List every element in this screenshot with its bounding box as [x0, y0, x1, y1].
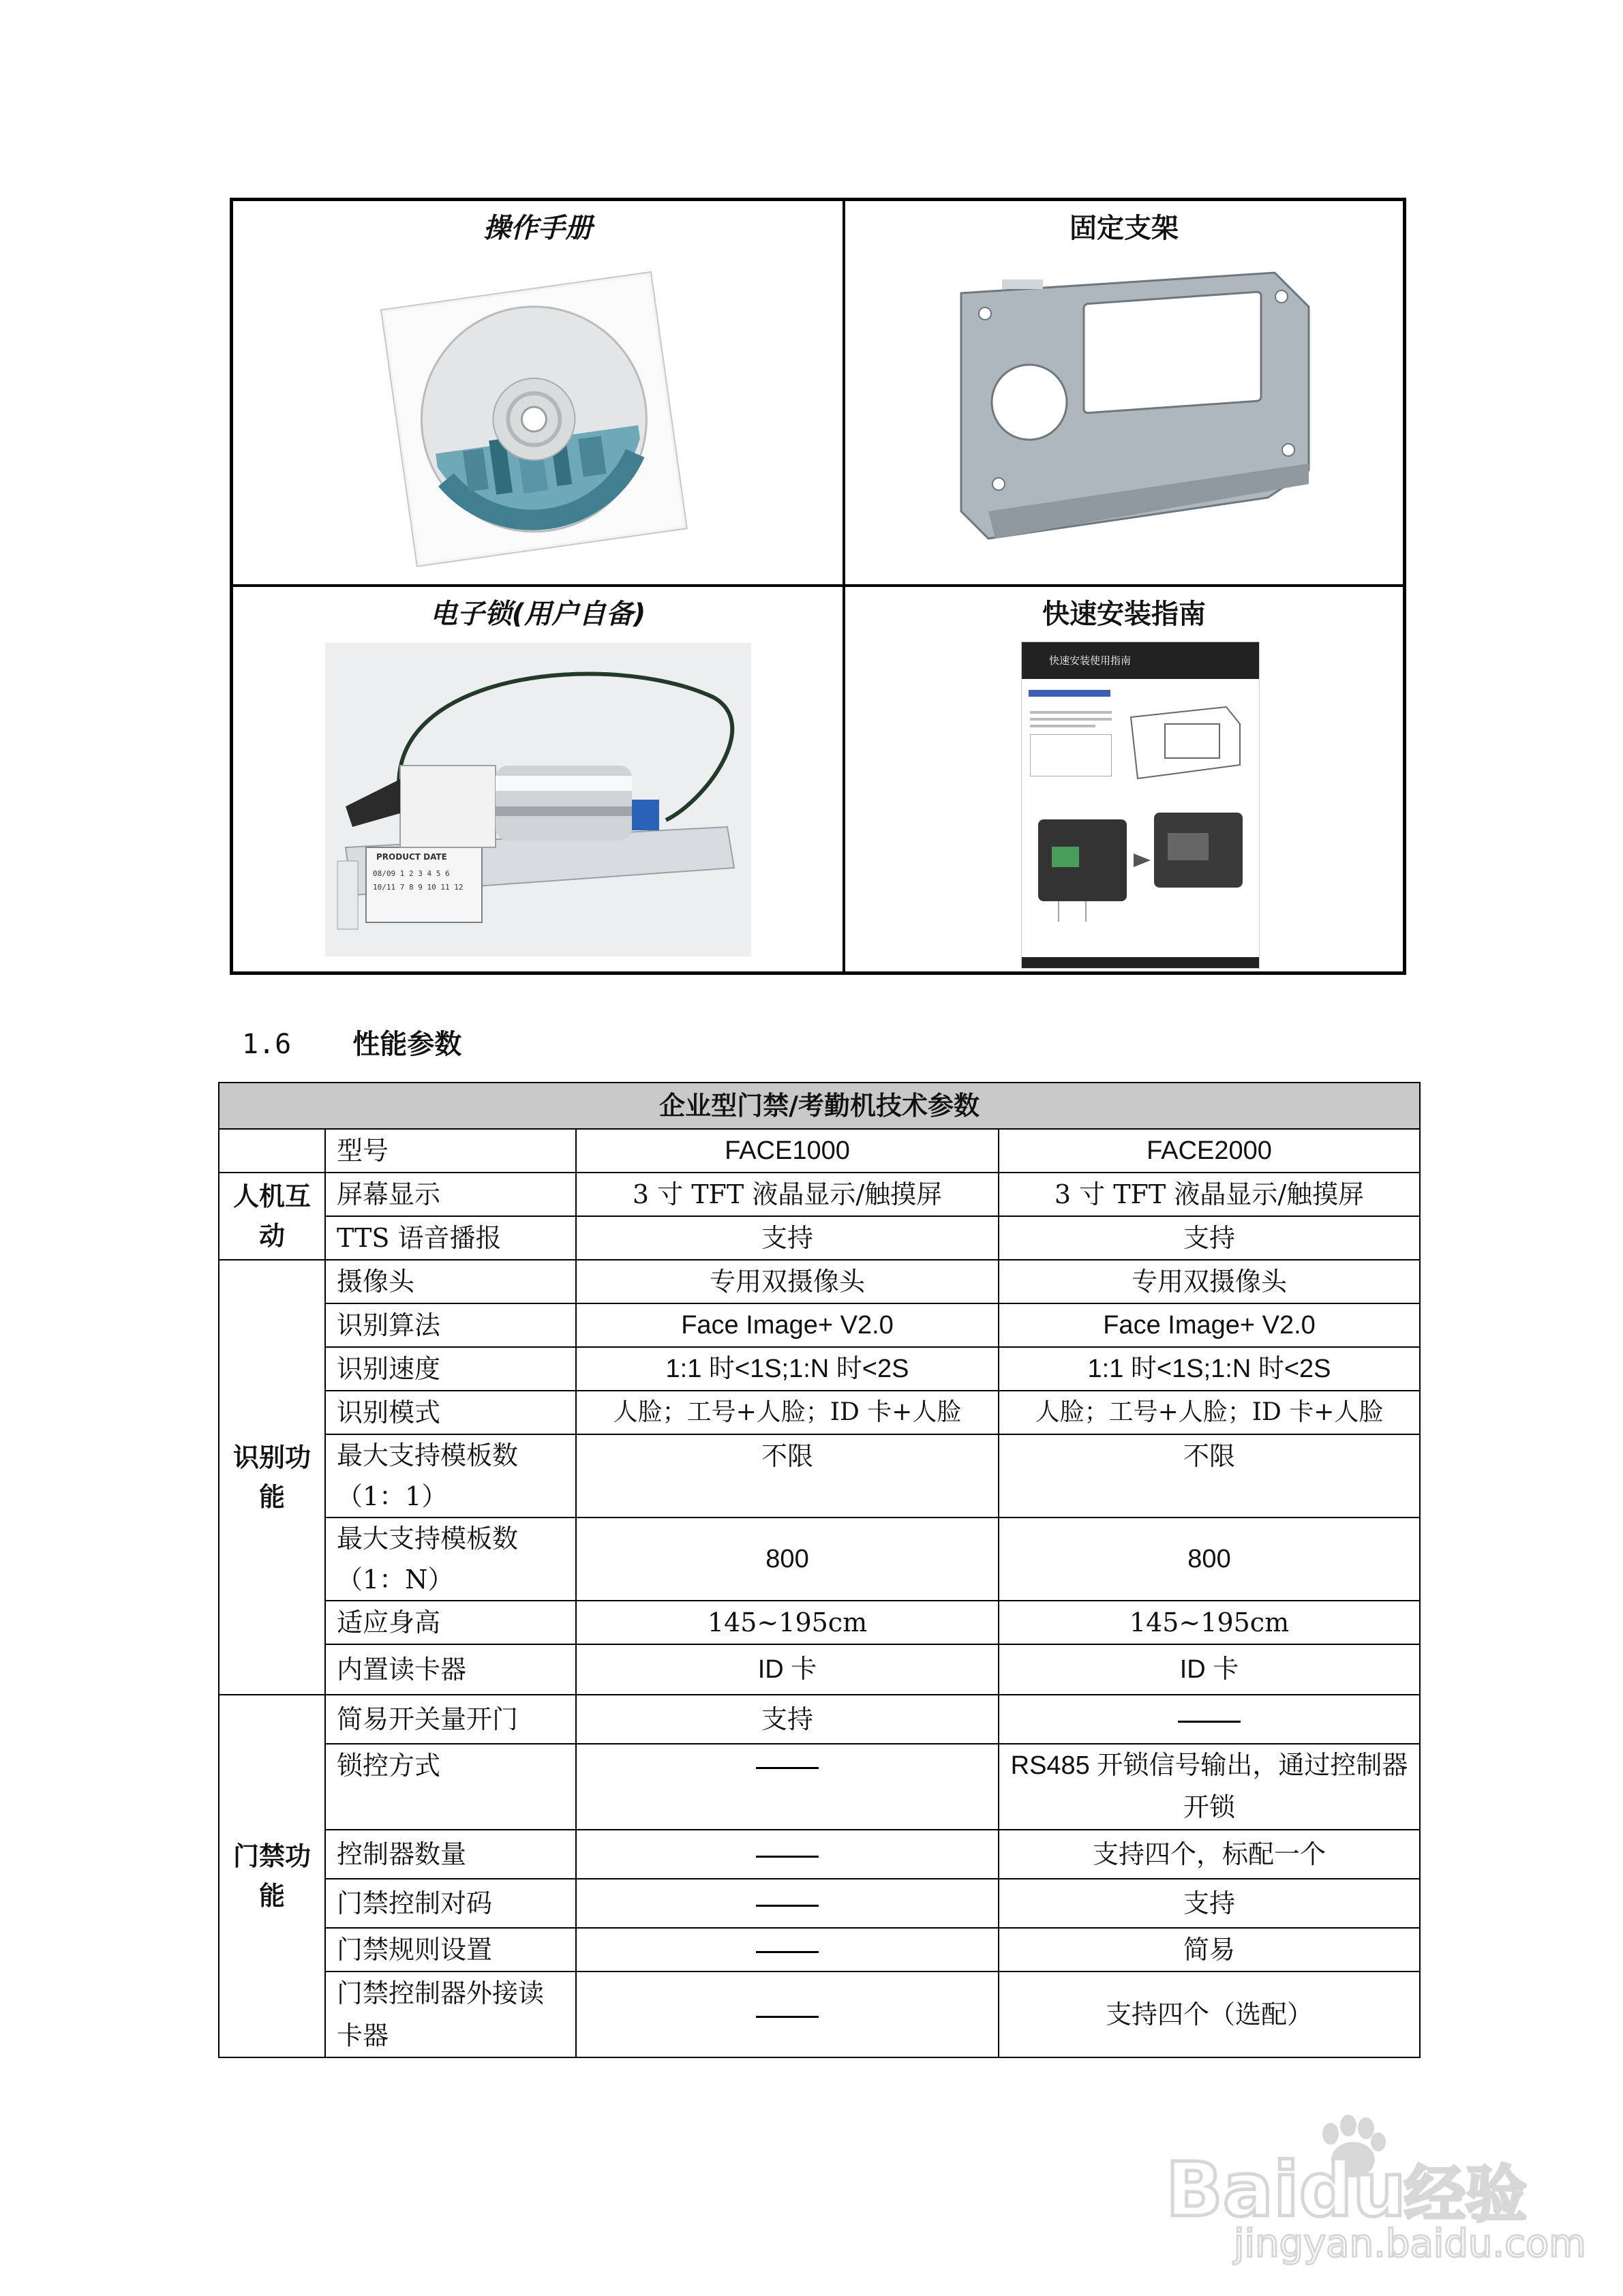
- row-value-face2000: 人脸；工号+人脸；ID 卡+人脸: [999, 1391, 1420, 1434]
- header-label: 型号: [325, 1129, 576, 1173]
- quick-guide-thumbnail: [1021, 641, 1260, 969]
- table-row: [219, 1517, 1420, 1601]
- header-model2: FACE2000: [999, 1129, 1420, 1173]
- table-row: [219, 1644, 1420, 1695]
- row-value-face2000: RS485 开锁信号输出，通过控制器开锁: [999, 1744, 1420, 1830]
- table-row: [219, 1879, 1420, 1928]
- table-row: [219, 1830, 1420, 1879]
- row-label: 适应身高: [325, 1601, 576, 1644]
- row-label: 内置读卡器: [325, 1644, 576, 1695]
- row-value-face2000: 145~195cm: [999, 1601, 1420, 1644]
- row-value-face1000: 支持: [576, 1695, 999, 1744]
- guide-header-text: 快速安装使用指南: [1049, 654, 1132, 667]
- row-value-face1000: [576, 1744, 999, 1830]
- row-label: 最大支持模板数（1：1）: [325, 1434, 576, 1517]
- row-label: 屏幕显示: [325, 1173, 576, 1216]
- row-label: 识别模式: [325, 1391, 576, 1434]
- lock-label-title: PRODUCT DATE: [376, 852, 447, 862]
- section-title: 性能参数: [352, 1029, 462, 1060]
- electronic-lock-image: [325, 643, 751, 956]
- dash-face1000: [756, 2016, 819, 2018]
- watermark-brand: Baidu: [1166, 2146, 1406, 2233]
- row-label: 锁控方式: [325, 1744, 576, 1830]
- section-number: 1.6: [242, 1029, 292, 1060]
- row-label: 识别速度: [325, 1347, 576, 1391]
- row-value-face2000: Face Image+ V2.0: [999, 1303, 1420, 1347]
- guide-bracket-sketch: [1124, 704, 1247, 785]
- dash-face1000: [756, 1951, 819, 1953]
- table-row: [219, 1928, 1420, 1972]
- row-value-face2000: [999, 1695, 1420, 1744]
- spec-header-row: [219, 1129, 1420, 1173]
- cd-manual-image: [369, 262, 697, 562]
- row-value-face2000: ID 卡: [999, 1644, 1420, 1695]
- dash-face1000: [756, 1767, 819, 1769]
- dash-face2000: [1178, 1721, 1241, 1723]
- guide-section-bar: [1029, 690, 1110, 697]
- row-label: 控制器数量: [325, 1830, 576, 1879]
- table-row: [219, 1173, 1420, 1216]
- accessory-table: [230, 198, 1406, 975]
- row-value-face1000: [576, 1830, 999, 1879]
- accessory-title-manual: 操作手册: [483, 213, 592, 244]
- row-label: TTS 语音播报: [325, 1216, 576, 1260]
- table-row: [219, 1347, 1420, 1391]
- spec-table-wrap: [218, 1082, 1419, 2058]
- accessory-cell-guide: [844, 586, 1404, 973]
- group-label-hmi: 人机互动: [219, 1173, 325, 1260]
- row-label: 最大支持模板数（1：N）: [325, 1517, 576, 1601]
- row-value-face1000: [576, 1879, 999, 1928]
- accessory-cell-bracket: [844, 200, 1404, 586]
- table-row: [219, 1216, 1420, 1260]
- table-row: [219, 1972, 1420, 2057]
- dash-face1000: [756, 1856, 819, 1858]
- mounting-bracket-image: [947, 266, 1329, 566]
- row-value-face1000: 不限: [576, 1434, 999, 1517]
- watermark-cn: 经验: [1404, 2159, 1527, 2231]
- row-value-face1000: 145~195cm: [576, 1601, 999, 1644]
- header-empty-cell: [219, 1129, 325, 1173]
- row-value-face1000: ID 卡: [576, 1644, 999, 1695]
- row-value-face1000: [576, 1928, 999, 1972]
- accessory-title-lock: 电子锁(用户自备): [429, 599, 646, 630]
- row-label: 简易开关量开门: [325, 1695, 576, 1744]
- row-value-face2000: 800: [999, 1517, 1420, 1601]
- row-value-face2000: 3 寸 TFT 液晶显示/触摸屏: [999, 1173, 1420, 1216]
- accessory-cell-lock: [232, 586, 844, 973]
- row-value-face2000: 专用双摄像头: [999, 1260, 1420, 1303]
- guide-header-bar: [1022, 642, 1259, 679]
- table-row: [219, 1744, 1420, 1830]
- row-label: 门禁控制对码: [325, 1879, 576, 1928]
- accessory-cell-manual: [232, 200, 844, 586]
- row-value-face2000: 支持四个，标配一个: [999, 1830, 1420, 1879]
- row-value-face1000: 人脸；工号+人脸；ID 卡+人脸: [576, 1391, 999, 1434]
- row-label: 门禁控制器外接读卡器: [325, 1972, 576, 2057]
- spec-table: [218, 1082, 1421, 2058]
- row-value-face1000: 支持: [576, 1216, 999, 1260]
- row-label: 门禁规则设置: [325, 1928, 576, 1972]
- lock-label-row2: 10/11 7 8 9 10 11 12: [373, 883, 464, 892]
- watermark-url: jingyan.baidu.com: [1234, 2222, 1586, 2266]
- guide-text-block: [1030, 707, 1112, 789]
- guide-device-sketch: [1031, 806, 1249, 928]
- row-label: 识别算法: [325, 1303, 576, 1347]
- group-label-recognition: 识别功能: [219, 1260, 325, 1695]
- table-row: [219, 1260, 1420, 1303]
- section-heading: [242, 1023, 461, 1061]
- row-value-face1000: 专用双摄像头: [576, 1260, 999, 1303]
- row-label: 摄像头: [325, 1260, 576, 1303]
- row-value-face1000: 3 寸 TFT 液晶显示/触摸屏: [576, 1173, 999, 1216]
- row-value-face1000: [576, 1972, 999, 2057]
- table-row: [219, 1303, 1420, 1347]
- lock-label-row1: 08/09 1 2 3 4 5 6: [373, 869, 450, 878]
- row-value-face2000: 简易: [999, 1928, 1420, 1972]
- row-value-face1000: 800: [576, 1517, 999, 1601]
- accessory-title-guide: 快速安装指南: [1042, 599, 1206, 630]
- row-value-face2000: 支持: [999, 1216, 1420, 1260]
- header-model1: FACE1000: [576, 1129, 999, 1173]
- table-row: [219, 1601, 1420, 1644]
- row-value-face1000: 1:1 时<1S;1:N 时<2S: [576, 1347, 999, 1391]
- table-row: [219, 1434, 1420, 1517]
- row-value-face2000: 1:1 时<1S;1:N 时<2S: [999, 1347, 1420, 1391]
- table-row: [219, 1695, 1420, 1744]
- accessory-title-bracket: 固定支架: [1070, 213, 1179, 244]
- spec-table-title: 企业型门禁/考勤机技术参数: [219, 1083, 1420, 1129]
- dash-face1000: [756, 1905, 819, 1907]
- guide-footer-bar: [1022, 957, 1259, 968]
- row-value-face2000: 支持: [999, 1879, 1420, 1928]
- row-value-face1000: Face Image+ V2.0: [576, 1303, 999, 1347]
- table-row: [219, 1391, 1420, 1434]
- spec-table-title-row: [219, 1083, 1420, 1129]
- row-value-face2000: 支持四个（选配）: [999, 1972, 1420, 2057]
- group-label-access-control: 门禁功能: [219, 1695, 325, 2057]
- row-value-face2000: 不限: [999, 1434, 1420, 1517]
- baidu-jingyan-watermark: [1159, 2086, 1586, 2266]
